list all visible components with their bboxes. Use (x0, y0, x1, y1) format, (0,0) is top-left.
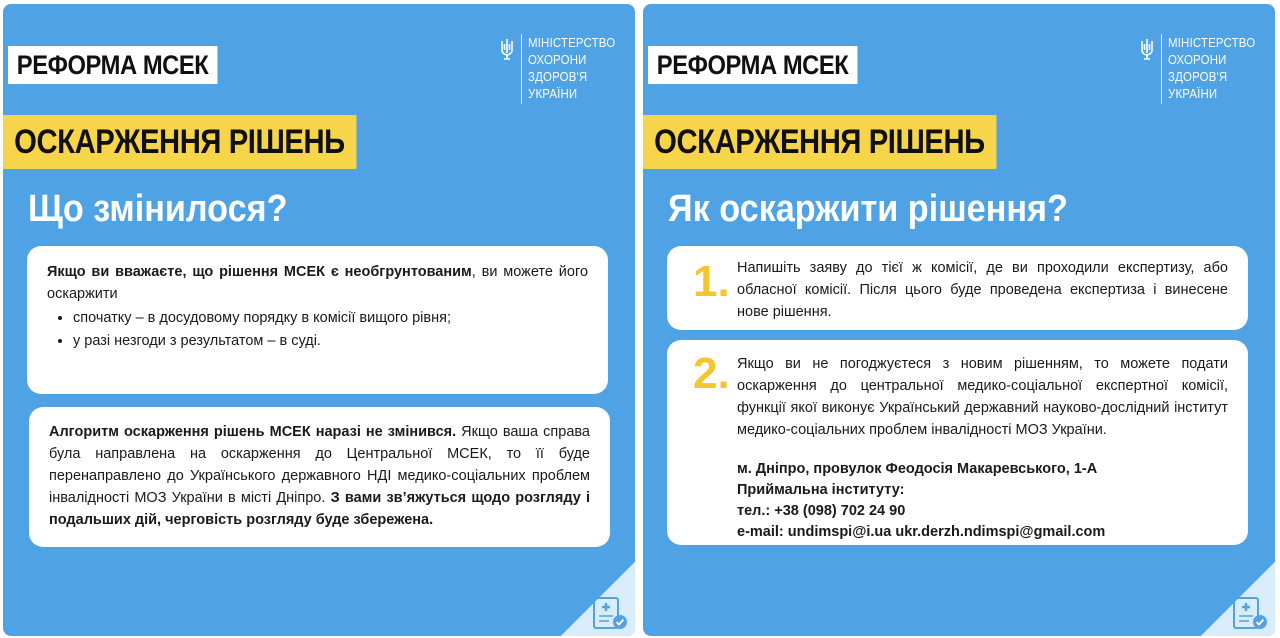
email: e-mail: undimspi@i.ua ukr.derzh.ndimspi@gmail.com (737, 524, 1106, 540)
ministry-line: ОХОРОНИ (1168, 52, 1227, 67)
panel-how-to-appeal (643, 4, 1275, 636)
algorithm-text (49, 421, 590, 531)
section-label: ОСКАРЖЕННЯ РІШЕНЬ (643, 115, 997, 169)
algorithm-bold-end: З вами зв’яжуться щодо розгляду і подальших дій, черговість розгляду буде збережена. (49, 490, 590, 528)
address: м. Дніпро, провулок Феодосія Макаревського, 1-А (737, 461, 1098, 477)
ministry-divider (1161, 34, 1162, 104)
ministry-divider (521, 34, 522, 104)
ministry-line: МІНІСТЕРСТВО (528, 35, 616, 50)
phone: тел.: +38 (098) 702 24 90 (737, 503, 906, 519)
intro-text (47, 261, 588, 305)
step-number: 1. (693, 257, 730, 306)
contact-info (737, 459, 1228, 543)
ministry-line: УКРАЇНИ (1168, 86, 1218, 101)
page-heading: Як оскаржити рішення? (668, 188, 1068, 230)
ministry-line: ОХОРОНИ (528, 52, 587, 67)
reform-label: РЕФОРМА МСЕК (648, 46, 857, 84)
ministry-line: ЗДОРОВ'Я (528, 69, 588, 84)
list-item: • спочатку – в досудовому порядку в комісії вищого рівня; (73, 307, 588, 330)
ministry-line: МІНІСТЕРСТВО (1168, 35, 1256, 50)
ministry-line: УКРАЇНИ (528, 86, 578, 101)
ministry-logo (499, 34, 627, 104)
ministry-logo (1139, 34, 1267, 104)
reform-label: РЕФОРМА МСЕК (8, 46, 217, 84)
medical-document-icon (591, 594, 631, 632)
intro-bold: Якщо ви вважаєте, що рішення МСЕК є необгрунтованим (47, 264, 472, 280)
medical-document-icon (1231, 594, 1271, 632)
info-card-algorithm (29, 407, 610, 547)
algorithm-bold-start: Алгоритм оскарження рішень МСЕК наразі не змінився. (49, 424, 457, 440)
bullet-list (47, 307, 588, 353)
step-text: Якщо ви не погоджуєтеся з новим рішенням, то можете подати оскарження до центральної медико-соціальної експертної комісії, функції якої виконує Український державний науково-дослідний інститут медико-соціальних проблем інвалідності МОЗ України. (737, 356, 1228, 438)
step-card-2 (667, 340, 1248, 545)
reception-label: Приймальна інституту: (737, 482, 905, 498)
ministry-name (1168, 34, 1255, 102)
list-item: • у разі незгоди з результатом – в суді. (73, 330, 588, 353)
page-heading: Що змінилося? (28, 188, 288, 230)
section-label: ОСКАРЖЕННЯ РІШЕНЬ (3, 115, 357, 169)
step-number: 2. (693, 349, 730, 398)
info-card-appeal-rights (27, 246, 608, 394)
ministry-name (528, 34, 615, 102)
ministry-line: ЗДОРОВ'Я (1168, 69, 1228, 84)
panel-what-changed (3, 4, 635, 636)
trident-icon (499, 38, 515, 60)
algorithm-body: Якщо ваша справа була направлена на оскарження до Центральної МСЕК, то її буде перенаправлено до Українського державного НДІ медико-соціальних проблем інвалідності МОЗ України в місті Дніпро. (49, 424, 590, 506)
trident-icon (1139, 38, 1155, 60)
intro-rest: , ви можете його оскаржити (47, 264, 589, 302)
step-card-1 (667, 246, 1248, 330)
step-text: Напишіть заяву до тієї ж комісії, де ви проходили експертизу, або обласної комісії. Після цього буде проведена експертиза і винесене нове рішення. (737, 260, 1228, 320)
